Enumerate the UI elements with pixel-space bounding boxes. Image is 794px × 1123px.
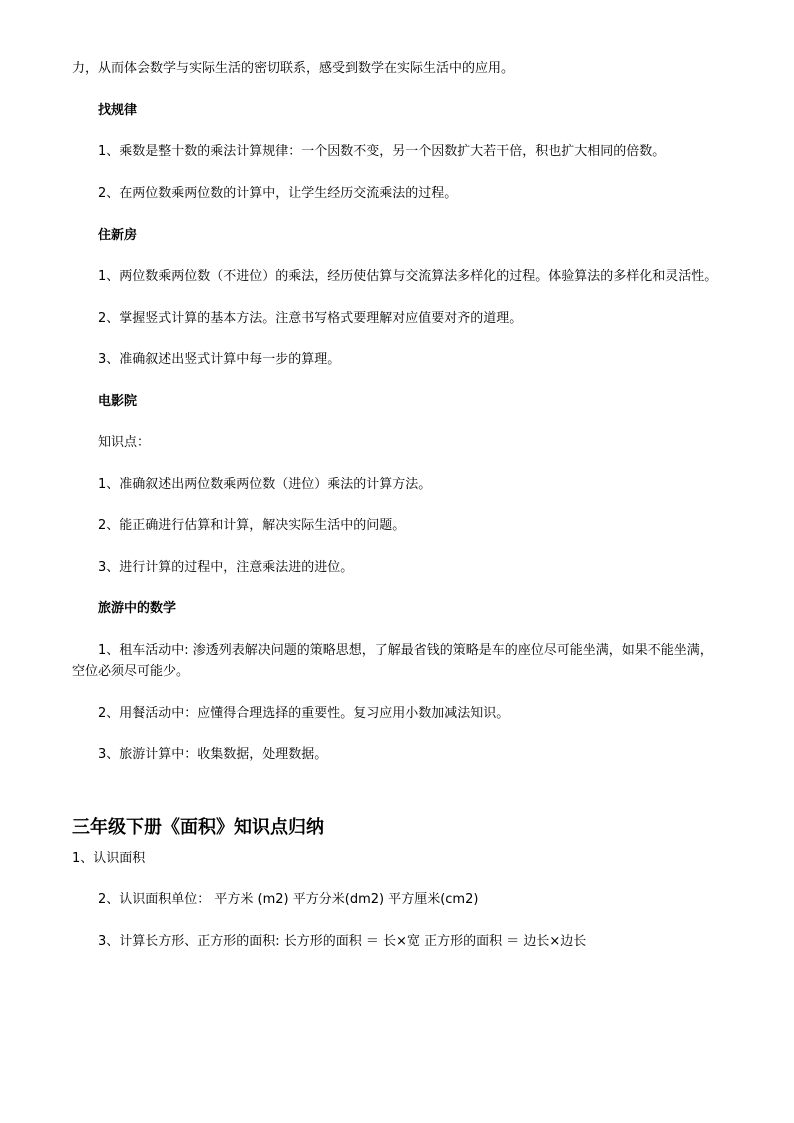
list-item: 3、准确叙述出竖式计算中每一步的算理。 <box>98 352 341 367</box>
list-item: 2、能正确进行估算和计算，解决实际生活中的问题。 <box>98 518 406 533</box>
section-heading-lvyou: 旅游中的数学 <box>98 601 177 616</box>
list-item: 2、用餐活动中：应懂得合理选择的重要性。复习应用小数加减法知识。 <box>98 706 510 721</box>
list-item: 3、进行计算的过程中，注意乘法进的进位。 <box>98 560 354 575</box>
list-item-continuation: 空位必须尽可能少。 <box>72 664 190 679</box>
list-item: 2、在两位数乘两位数的计算中，让学生经历交流乘法的过程。 <box>98 186 458 201</box>
list-item: 1、租车活动中: 渗透列表解决问题的策略思想，了解最省钱的策略是车的座位尽可能坐满，如果不能坐满， <box>98 643 713 658</box>
list-item: 1、两位数乘两位数（不进位）的乘法，经历使估算与交流算法多样化的过程。体验算法的多样化和灵活性。 <box>98 269 718 284</box>
list-item: 1、乘数是整十数的乘法计算规律：一个因数不变，另一个因数扩大若干倍，积也扩大相同的倍数。 <box>98 144 666 159</box>
list-item: 2、认识面积单位： 平方米 (m2) 平方分米(dm2) 平方厘米(cm2) <box>98 892 479 907</box>
list-item: 1、认识面积 <box>72 851 146 866</box>
section-heading-zhaoguilv: 找规律 <box>98 103 138 118</box>
knowledge-label: 知识点： <box>98 435 151 450</box>
chapter-heading-mianji: 三年级下册《面积》知识点归纳 <box>72 817 324 838</box>
intro-paragraph: 力，从而体会数学与实际生活的密切联系，感受到数学在实际生活中的应用。 <box>72 61 515 76</box>
section-heading-zhuxinfang: 住新房 <box>98 228 138 243</box>
section-heading-dianyingyuan: 电影院 <box>98 394 138 409</box>
list-item: 2、掌握竖式计算的基本方法。注意书写格式要理解对应值要对齐的道理。 <box>98 311 523 326</box>
list-item: 3、旅游计算中：收集数据，处理数据。 <box>98 747 328 762</box>
list-item: 1、准确叙述出两位数乘两位数（进位）乘法的计算方法。 <box>98 477 432 492</box>
list-item: 3、计算长方形、正方形的面积: 长方形的面积 ＝ 长×宽 正方形的面积 ＝ 边长×边长 <box>98 934 587 949</box>
